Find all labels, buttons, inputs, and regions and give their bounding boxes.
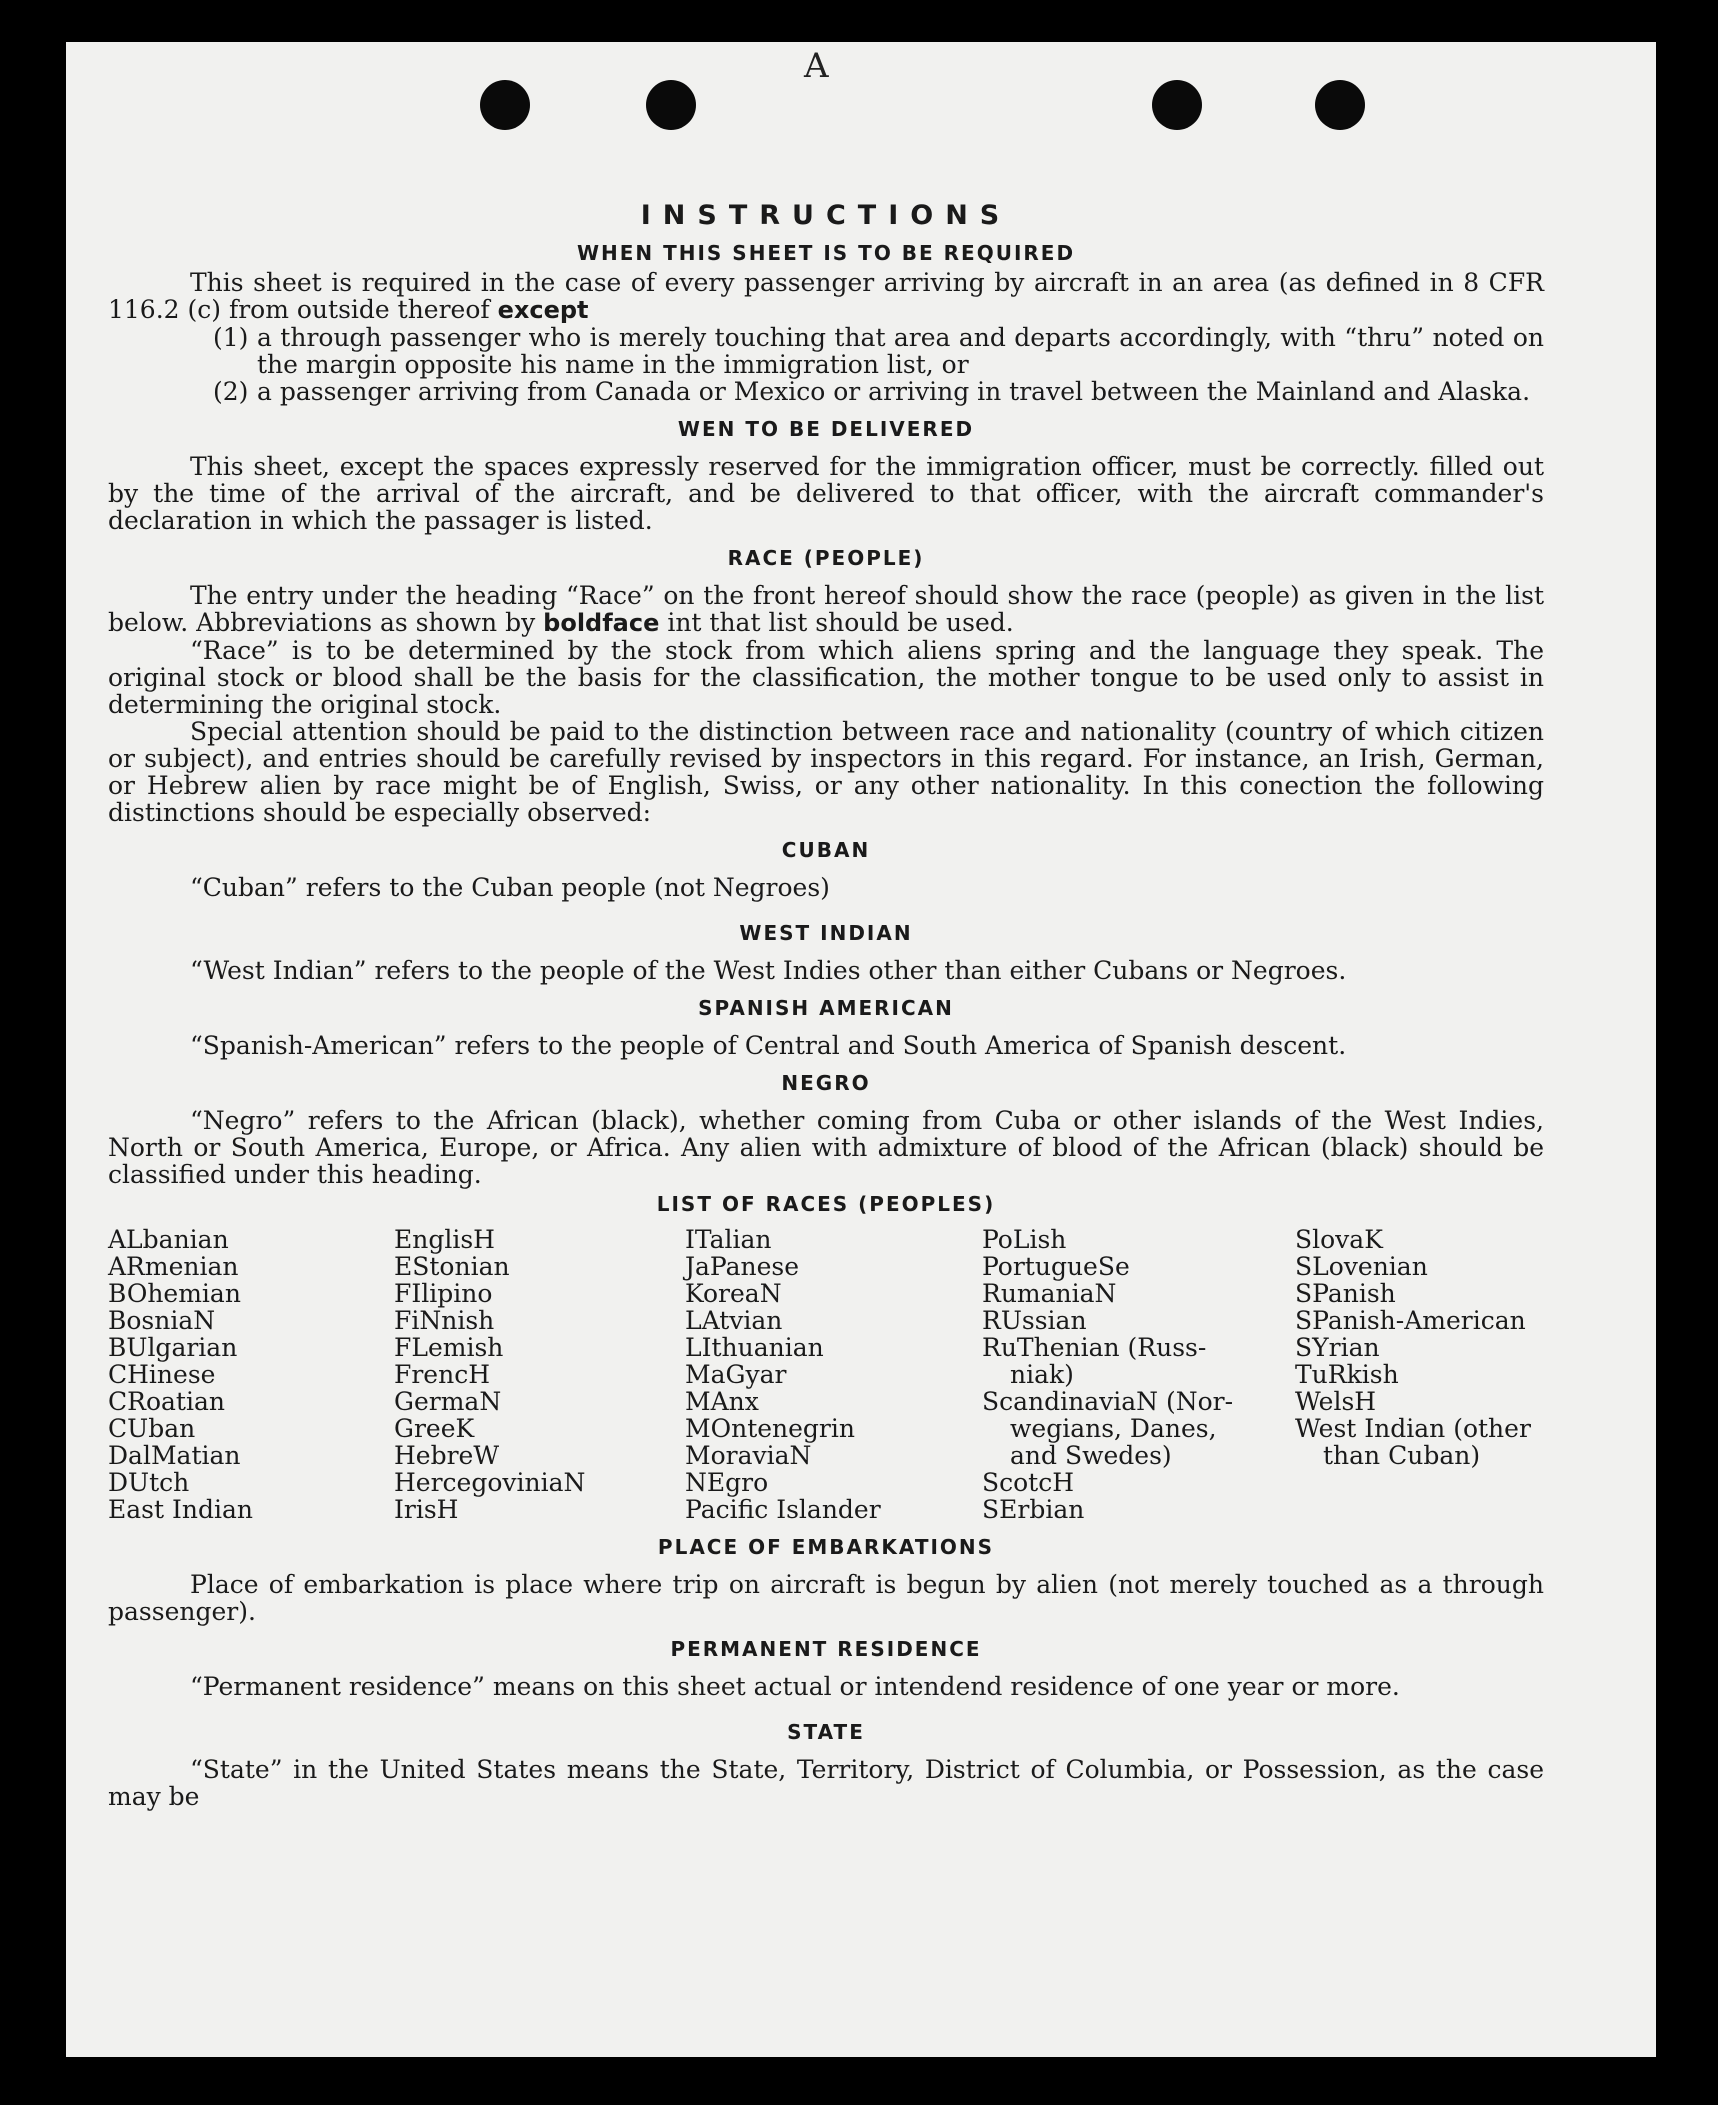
- heading-when-required: WHEN THIS SHEET IS TO BE REQUIRED: [576, 241, 1076, 265]
- race-list-column: [982, 1226, 1295, 1523]
- race-entry: EnglisH: [394, 1225, 495, 1254]
- race-list: [108, 1226, 1544, 1523]
- race-entry: RumaniaN: [982, 1279, 1117, 1308]
- punch-hole: [1315, 80, 1365, 130]
- race-entry: CRoatian: [108, 1387, 225, 1416]
- race-paragraph-3: Special attention should be paid to the distinction between race and nationality (country of which citizen or subject), and entries should be carefully revised by inspectors in this regard. For instance, an Irish, German, or Hebrew alien by race might be of English, Swiss, or any other nationality. In this conection the following distinctions should be especially observed:: [108, 717, 1544, 827]
- race-entry: CHinese: [108, 1360, 216, 1389]
- punch-hole: [646, 80, 696, 130]
- race-paragraph-1: The entry under the heading “Race” on the front hereof should show the race (people) as given in the list below. Abbreviations as shown by boldface int that list should be used.: [108, 581, 1544, 637]
- negro-text: “Negro” refers to the African (black), whether coming from Cuba or other islands of the West Indies, North or South America, Europe, or Africa. Any alien with admixture of blood of the African (black) should be classified under this heading.: [108, 1106, 1544, 1189]
- race-entry: ITalian: [685, 1225, 772, 1254]
- race-entry: PoLish: [982, 1225, 1067, 1254]
- race-entry: PortugueSe: [982, 1252, 1130, 1281]
- race-entry: HebreW: [394, 1441, 500, 1470]
- exception-item-1: (1) a through passenger who is merely touching that area and departs accordingly, with “thru” noted on the margin opposite his name in the immigration list, or: [213, 323, 1544, 379]
- race-entry: FIlipino: [394, 1279, 493, 1308]
- heading-race: RACE (PEOPLE): [727, 546, 925, 570]
- race-entry: FLemish: [394, 1333, 504, 1362]
- heading-state: STATE: [787, 1720, 865, 1744]
- race-entry: GreeK: [394, 1414, 475, 1443]
- heading-list-of-races: LIST OF RACES (PEOPLES): [656, 1192, 996, 1216]
- race-entry: ARmenian: [108, 1252, 239, 1281]
- race-entry: SYrian: [1295, 1333, 1380, 1362]
- race-entry: than Cuban): [1323, 1441, 1481, 1470]
- page-mark: A: [804, 46, 829, 86]
- embarkation-text: Place of embarkation is place where trip on aircraft is begun by alien (not merely touched as a through passenger).: [108, 1570, 1544, 1626]
- race-entry: BUlgarian: [108, 1333, 238, 1362]
- race-entry: Pacific Islander: [685, 1495, 881, 1524]
- heading-spanish-american: SPANISH AMERICAN: [698, 996, 954, 1020]
- race-entry: JaPanese: [685, 1252, 800, 1281]
- race-entry: TuRkish: [1295, 1360, 1399, 1389]
- state-text: “State” in the United States means the State, Territory, District of Columbia, or Possession, as the case may be: [108, 1755, 1544, 1811]
- residence-text: “Permanent residence” means on this sheet actual or intendend residence of one year or more.: [190, 1672, 1400, 1701]
- document-page: [66, 42, 1656, 2057]
- heading-permanent-residence: PERMANENT RESIDENCE: [670, 1637, 982, 1661]
- race-entry: East Indian: [108, 1495, 253, 1524]
- race-entry: MOntenegrin: [685, 1414, 855, 1443]
- race-entry: MAnx: [685, 1387, 759, 1416]
- race-entry: SErbian: [982, 1495, 1085, 1524]
- race-entry: ALbanian: [108, 1225, 229, 1254]
- race-entry: GermaN: [394, 1387, 502, 1416]
- page-title: INSTRUCTIONS: [640, 200, 1012, 231]
- race-list-column: [394, 1226, 685, 1523]
- race-entry: wegians, Danes,: [1010, 1414, 1217, 1443]
- race-entry: CUban: [108, 1414, 196, 1443]
- punch-hole: [1152, 80, 1202, 130]
- spanish-american-text: “Spanish-American” refers to the people of Central and South America of Spanish descent.: [190, 1031, 1347, 1060]
- cuban-text: “Cuban” refers to the Cuban people (not Negroes): [190, 873, 830, 902]
- race-entry: RUssian: [982, 1306, 1087, 1335]
- race-entry: EStonian: [394, 1252, 510, 1281]
- heading-negro: NEGRO: [781, 1071, 871, 1095]
- race-list-column: [108, 1226, 394, 1523]
- race-entry: RuThenian (Russ-: [982, 1333, 1207, 1362]
- race-entry: DalMatian: [108, 1441, 241, 1470]
- exception-item-2: (2) a passenger arriving from Canada or Mexico or arriving in travel between the Mainland and Alaska.: [213, 377, 1531, 406]
- race-entry: MoraviaN: [685, 1441, 812, 1470]
- race-entry: niak): [1010, 1360, 1074, 1389]
- heading-embarkation: PLACE OF EMBARKATIONS: [657, 1535, 995, 1559]
- race-entry: BosniaN: [108, 1306, 216, 1335]
- race-entry: SPanish: [1295, 1279, 1396, 1308]
- race-entry: LIthuanian: [685, 1333, 824, 1362]
- race-entry: KoreaN: [685, 1279, 782, 1308]
- race-entry: SlovaK: [1295, 1225, 1383, 1254]
- race-entry: IrisH: [394, 1495, 459, 1524]
- race-entry: ScotcH: [982, 1468, 1075, 1497]
- race-entry: FrencH: [394, 1360, 490, 1389]
- race-entry: and Swedes): [1010, 1441, 1172, 1470]
- race-entry: MaGyar: [685, 1360, 787, 1389]
- heading-west-indian: WEST INDIAN: [739, 921, 913, 945]
- instructions-content: [108, 182, 1544, 1810]
- race-entry: HercegoviniaN: [394, 1468, 586, 1497]
- punch-hole: [480, 80, 530, 130]
- race-entry: WelsH: [1295, 1387, 1377, 1416]
- heading-cuban: CUBAN: [781, 838, 871, 862]
- race-entry: LAtvian: [685, 1306, 783, 1335]
- race-entry: West Indian (other: [1295, 1414, 1531, 1443]
- race-list-column: [685, 1226, 982, 1523]
- race-paragraph-2: “Race” is to be determined by the stock from which aliens spring and the language they speak. The original stock or blood shall be the basis for the classification, the mother tongue to be used only to assist in determining the original stock.: [108, 636, 1544, 719]
- race-entry: SLovenian: [1295, 1252, 1428, 1281]
- race-list-column: [1295, 1226, 1544, 1523]
- west-indian-text: “West Indian” refers to the people of the West Indies other than either Cubans or Negroes.: [190, 956, 1347, 985]
- heading-when-delivered: WEN TO BE DELIVERED: [677, 417, 975, 441]
- race-entry: BOhemian: [108, 1279, 241, 1308]
- race-entry: FiNnish: [394, 1306, 495, 1335]
- race-entry: DUtch: [108, 1468, 190, 1497]
- race-entry: ScandinaviaN (Nor-: [982, 1387, 1234, 1416]
- race-entry: SPanish-American: [1295, 1306, 1526, 1335]
- race-entry: NEgro: [685, 1468, 769, 1497]
- required-intro: This sheet is required in the case of every passenger arriving by aircraft in an area (as defined in 8 CFR 116.2 (c) from outside thereof except: [108, 268, 1544, 324]
- delivered-text: This sheet, except the spaces expressly reserved for the immigration officer, must be correctly. filled out by the time of the arrival of the aircraft, and be delivered to that officer, with the aircraft commander's declaration in which the passager is listed.: [108, 452, 1544, 535]
